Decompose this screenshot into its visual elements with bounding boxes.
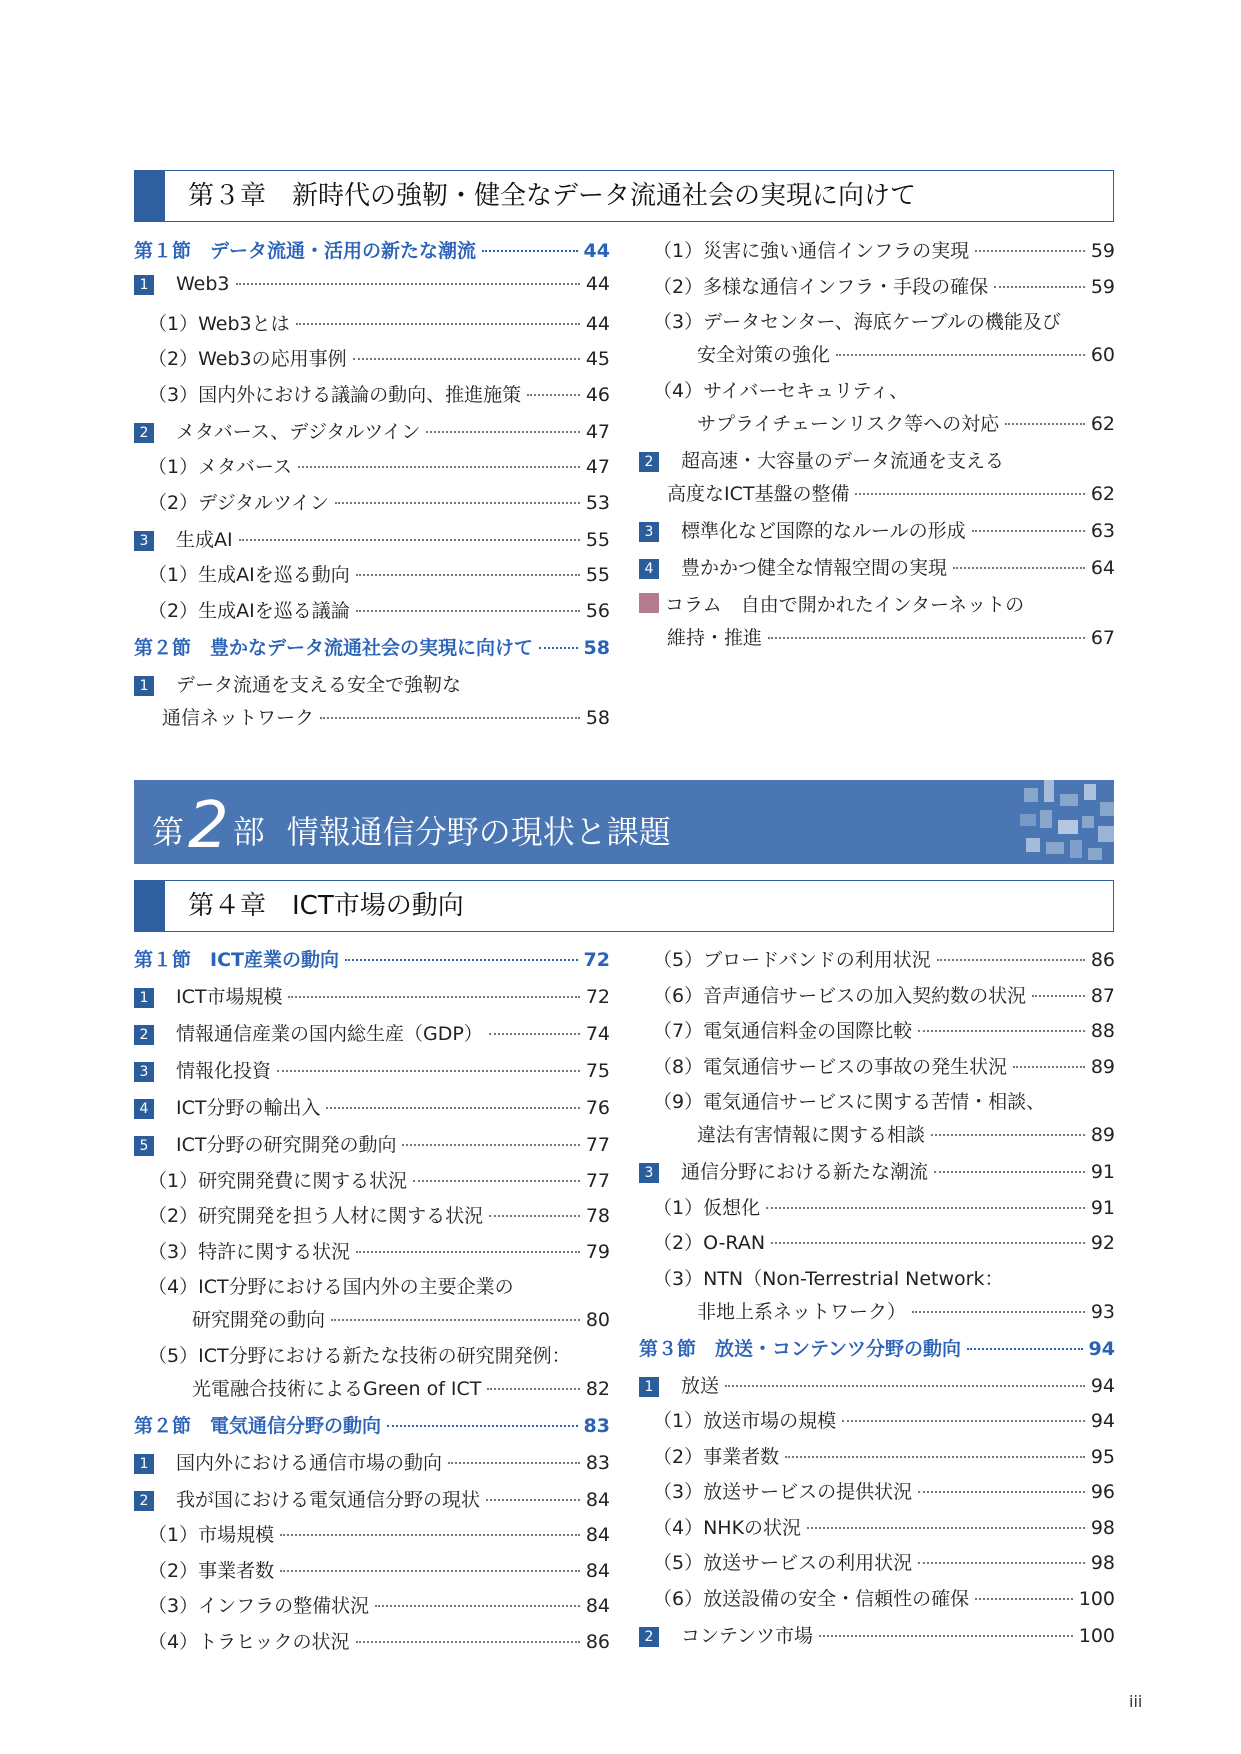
dot-leader — [413, 1180, 580, 1182]
dot-leader — [807, 1527, 1085, 1529]
toc-entry-label: 通信分野における新たな潮流 — [681, 1161, 929, 1183]
part2-banner — [134, 780, 1114, 864]
toc-entry[interactable] — [134, 1305, 610, 1332]
chapter-header-bar — [135, 881, 165, 931]
item-number-badge: 1 — [134, 275, 154, 295]
dot-leader — [918, 1491, 1085, 1493]
toc-page-number: 72 — [585, 986, 610, 1008]
dot-leader — [918, 1030, 1085, 1032]
chapter4-title: 第４章 ICT市場の動向 — [188, 891, 464, 921]
dot-leader — [280, 1570, 580, 1572]
toc-entry[interactable] — [639, 1193, 1115, 1220]
toc-page-number: 98 — [1090, 1552, 1115, 1574]
dot-leader — [356, 1641, 580, 1643]
toc-page-number: 84 — [585, 1559, 610, 1582]
dot-leader — [1032, 995, 1085, 997]
toc-entry-label: （6）放送設備の安全・信頼性の確保 — [653, 1587, 970, 1610]
dot-leader — [994, 286, 1085, 288]
dot-leader — [426, 431, 579, 433]
toc-entry[interactable] — [134, 982, 610, 1009]
toc-entry[interactable] — [639, 376, 1115, 403]
toc-entry[interactable] — [134, 452, 610, 479]
toc-entry-label: 情報通信産業の国内総生産（GDP） — [176, 1023, 483, 1045]
toc-page-number: 77 — [585, 1134, 610, 1156]
item-number-badge: 4 — [639, 559, 659, 579]
dot-leader — [356, 574, 580, 576]
dot-leader — [975, 1598, 1073, 1600]
chapter-header-bar — [135, 171, 165, 221]
toc-entry-label: 第２節 電気通信分野の動向 — [134, 1414, 382, 1437]
toc-entry[interactable] — [134, 703, 610, 730]
toc-entry[interactable] — [639, 623, 1115, 650]
toc-entry-label: （8）電気通信サービスの事故の発生状況 — [653, 1055, 1008, 1078]
page-number: iii — [1129, 1692, 1143, 1711]
dot-leader — [387, 1425, 578, 1427]
toc-entry[interactable] — [134, 344, 610, 371]
toc-entry[interactable] — [134, 670, 610, 697]
toc-entry-label: （2）事業者数 — [148, 1559, 275, 1582]
toc-entry[interactable] — [134, 1201, 610, 1228]
dot-leader — [967, 1348, 1082, 1350]
toc-entry-label: （3）特許に関する状況 — [148, 1240, 351, 1263]
toc-entry-label: （5）ICT分野における新たな技術の研究開発例： — [148, 1344, 571, 1367]
toc-page-number: 93 — [1090, 1300, 1115, 1323]
toc-entry[interactable] — [639, 1513, 1115, 1540]
dot-leader — [1005, 423, 1085, 425]
toc-page-number: 84 — [585, 1488, 610, 1511]
dot-leader — [918, 1562, 1085, 1564]
toc-entry[interactable] — [639, 409, 1115, 436]
toc-entry-label: （3）放送サービスの提供状況 — [653, 1481, 913, 1503]
toc-entry[interactable] — [639, 1548, 1115, 1575]
toc-page-number: 47 — [585, 456, 610, 478]
toc-page-number: 89 — [1090, 1055, 1115, 1078]
dot-leader — [326, 1107, 579, 1109]
dot-leader — [335, 502, 580, 504]
toc-page-number: 78 — [585, 1205, 610, 1227]
toc-entry-label: Web3 — [176, 273, 230, 295]
toc-entry[interactable] — [639, 307, 1115, 334]
dot-leader — [486, 1499, 580, 1501]
toc-page-number: 74 — [585, 1023, 610, 1045]
toc-entry-label: （1）研究開発費に関する状況 — [148, 1169, 408, 1192]
toc-entry-label: （4）トラヒックの状況 — [148, 1630, 350, 1653]
toc-entry[interactable] — [639, 1584, 1115, 1611]
dot-leader — [972, 530, 1085, 532]
toc-page-number: 98 — [1090, 1516, 1115, 1539]
dot-leader — [842, 1420, 1085, 1422]
toc-entry[interactable] — [134, 560, 610, 587]
item-number-badge: 2 — [639, 1627, 659, 1647]
item-number-badge: 1 — [134, 1454, 154, 1474]
toc-section-entry[interactable] — [134, 633, 610, 660]
toc-entry[interactable] — [134, 1627, 610, 1654]
toc-entry[interactable] — [639, 1477, 1115, 1504]
item-number-badge: 5 — [134, 1136, 154, 1156]
dot-leader — [1013, 1066, 1085, 1068]
toc-entry[interactable] — [639, 236, 1115, 263]
toc-entry-label: 通信ネットワーク — [162, 706, 315, 729]
part2-suffix: 部 — [232, 813, 265, 851]
toc-page-number: 45 — [585, 348, 610, 370]
toc-entry-label: （3）インフラの整備状況 — [148, 1595, 370, 1617]
dot-leader — [766, 1207, 1085, 1209]
toc-entry-label: （2）デジタルツイン — [148, 491, 329, 514]
toc-entry[interactable] — [639, 1264, 1115, 1291]
toc-entry[interactable] — [639, 945, 1115, 972]
toc-entry[interactable] — [639, 1120, 1115, 1147]
toc-entry-label: 第１節 データ流通・活用の新たな潮流 — [134, 240, 477, 262]
dot-leader — [912, 1311, 1085, 1313]
dot-leader — [375, 1605, 580, 1607]
toc-entry-label: コラム 自由で開かれたインターネットの — [665, 593, 1025, 616]
toc-section-entry[interactable] — [134, 945, 610, 972]
toc-entry[interactable] — [639, 1228, 1115, 1255]
toc-section-entry[interactable] — [639, 1334, 1115, 1361]
dot-leader — [402, 1144, 579, 1146]
toc-page-number: 44 — [583, 240, 610, 262]
toc-page-number: 46 — [585, 383, 610, 406]
toc-page-number: 58 — [583, 636, 610, 659]
toc-entry[interactable] — [639, 1621, 1115, 1648]
dot-leader — [489, 1215, 580, 1217]
toc-page-number: 55 — [585, 564, 610, 586]
toc-entry-label: サプライチェーンリスク等への対応 — [697, 412, 1000, 435]
dot-leader — [331, 1319, 580, 1321]
toc-entry[interactable] — [134, 1019, 610, 1046]
toc-entry-label: （1）放送市場の規模 — [653, 1410, 837, 1432]
item-number-badge: 1 — [639, 1377, 659, 1397]
toc-entry[interactable] — [639, 272, 1115, 299]
toc-page-number: 44 — [585, 312, 610, 335]
toc-page-number: 59 — [1090, 275, 1115, 298]
toc-entry[interactable] — [134, 1556, 610, 1583]
toc-entry-label: 非地上系ネットワーク） — [697, 1300, 907, 1323]
toc-entry[interactable] — [639, 479, 1115, 506]
toc-entry[interactable] — [134, 1520, 610, 1547]
toc-entry[interactable] — [134, 1485, 610, 1512]
toc-page-number: 87 — [1090, 984, 1115, 1007]
toc-page-number: 58 — [585, 706, 610, 729]
toc-entry-label: （5）放送サービスの利用状況 — [653, 1552, 913, 1574]
toc-entry[interactable] — [639, 516, 1115, 543]
dot-leader — [320, 717, 580, 719]
toc-page-number: 83 — [585, 1451, 610, 1474]
dot-leader — [280, 1534, 580, 1536]
toc-entry[interactable] — [639, 981, 1115, 1008]
toc-page-number: 94 — [1090, 1374, 1115, 1397]
item-number-badge: 2 — [134, 1025, 154, 1045]
toc-entry-label: 維持・推進 — [667, 626, 763, 649]
dot-leader — [296, 323, 580, 325]
toc-entry-label: データ流通を支える安全で強靭な — [176, 673, 462, 696]
toc-page-number: 62 — [1090, 412, 1115, 435]
toc-entry-label: （1）仮想化 — [653, 1196, 761, 1219]
item-number-badge: 2 — [134, 1491, 154, 1511]
toc-entry[interactable] — [639, 1157, 1115, 1184]
toc-page-number: 91 — [1090, 1196, 1115, 1219]
dot-leader — [931, 1134, 1085, 1136]
toc-page-number: 64 — [1090, 556, 1115, 579]
part2-prefix: 第 — [152, 813, 185, 851]
toc-entry[interactable] — [134, 596, 610, 623]
item-number-badge: 2 — [134, 423, 154, 443]
toc-page-number: 53 — [585, 491, 610, 514]
dot-leader — [771, 1242, 1085, 1244]
toc-entry[interactable] — [134, 1341, 610, 1368]
toc-entry[interactable] — [134, 380, 610, 407]
dot-leader — [482, 250, 578, 252]
toc-entry[interactable] — [134, 1056, 610, 1083]
toc-entry-label: 高度なICT基盤の整備 — [667, 482, 850, 505]
item-number-badge: 3 — [639, 522, 659, 542]
part2-number: 2 — [188, 789, 229, 863]
toc-entry-label: メタバース、デジタルツイン — [176, 420, 421, 443]
toc-page-number: 60 — [1090, 344, 1115, 366]
toc-page-number: 95 — [1090, 1445, 1115, 1468]
toc-entry-label: 情報化投資 — [176, 1060, 272, 1082]
toc-entry-label: 我が国における電気通信分野の現状 — [176, 1488, 481, 1511]
toc-entry-label: 標準化など国際的なルールの形成 — [681, 519, 966, 542]
dot-leader — [539, 647, 578, 649]
dot-leader — [855, 493, 1084, 495]
toc-page-number: 86 — [1090, 949, 1115, 971]
toc-entry-label: （1）Web3とは — [148, 312, 290, 335]
toc-entry-label: （4）NHKの状況 — [653, 1516, 802, 1539]
item-number-badge: 1 — [134, 676, 154, 696]
toc-entry[interactable] — [134, 1130, 610, 1157]
toc-entry-label: （7）電気通信料金の国際比較 — [653, 1020, 913, 1042]
toc-page-number: 63 — [1090, 519, 1115, 542]
dot-leader — [239, 539, 580, 541]
toc-entry-label: ICT分野の輸出入 — [176, 1097, 321, 1119]
toc-entry-label: 研究開発の動向 — [192, 1309, 326, 1331]
dot-leader — [527, 394, 580, 396]
toc-entry[interactable] — [134, 488, 610, 515]
part2-heading — [152, 780, 671, 864]
toc-entry-label: （6）音声通信サービスの加入契約数の状況 — [653, 984, 1027, 1007]
toc-entry-label: ICT市場規模 — [176, 986, 283, 1008]
dot-leader — [353, 358, 580, 360]
toc-entry-label: （2）研究開発を担う人材に関する状況 — [148, 1205, 484, 1227]
dot-leader — [448, 1462, 580, 1464]
dot-leader — [937, 959, 1085, 961]
toc-entry[interactable] — [134, 1166, 610, 1193]
toc-page-number: 96 — [1090, 1481, 1115, 1503]
dot-leader — [356, 1251, 580, 1253]
toc-page-number: 80 — [585, 1309, 610, 1331]
toc-entry-label: （4）ICT分野における国内外の主要企業の — [148, 1276, 514, 1298]
chapter4-header — [134, 880, 1114, 932]
toc-entry-label: 豊かかつ健全な情報空間の実現 — [681, 556, 948, 579]
dot-leader — [277, 1070, 580, 1072]
toc-page-number: 79 — [585, 1240, 610, 1263]
toc-page-number: 77 — [585, 1169, 610, 1192]
toc-entry-label: （3）データセンター、海底ケーブルの機能及び — [653, 311, 1061, 333]
toc-page-number: 55 — [585, 528, 610, 551]
toc-page-number: 72 — [583, 949, 610, 971]
dot-leader — [975, 250, 1085, 252]
dot-leader — [288, 996, 579, 998]
toc-entry-label: 第３節 放送・コンテンツ分野の動向 — [639, 1337, 962, 1360]
dot-leader — [298, 466, 580, 468]
toc-entry[interactable] — [134, 1093, 610, 1120]
toc-entry-label: 第１節 ICT産業の動向 — [134, 949, 339, 971]
toc-page-number: 92 — [1090, 1232, 1115, 1254]
toc-entry[interactable] — [639, 1052, 1115, 1079]
toc-entry[interactable] — [134, 1237, 610, 1264]
toc-entry[interactable] — [639, 1297, 1115, 1324]
chapter3-title: 第３章 新時代の強靭・健全なデータ流通社会の実現に向けて — [188, 181, 917, 211]
toc-entry-label: （1）災害に強い通信インフラの実現 — [653, 240, 970, 262]
toc-entry[interactable] — [639, 590, 1115, 617]
dot-leader — [236, 283, 580, 285]
toc-page-number: 84 — [585, 1524, 610, 1546]
toc-entry-label: 国内外における通信市場の動向 — [176, 1451, 443, 1474]
toc-page-number: 76 — [585, 1097, 610, 1119]
dot-leader — [819, 1635, 1073, 1637]
toc-entry-label: （2）生成AIを巡る議論 — [148, 599, 350, 622]
toc-page-number: 94 — [1088, 1337, 1115, 1360]
toc-entry-label: 光電融合技術によるGreen of ICT — [192, 1377, 482, 1400]
toc-entry-label: （4）サイバーセキュリティ、 — [653, 379, 909, 402]
toc-entry[interactable] — [134, 1591, 610, 1618]
toc-entry[interactable] — [134, 309, 610, 336]
item-number-badge: 3 — [639, 1163, 659, 1183]
banner-mosaic-decoration — [1014, 780, 1114, 864]
dot-leader — [725, 1385, 1085, 1387]
toc-page-number: 100 — [1078, 1624, 1115, 1647]
toc-page-number: 94 — [1090, 1410, 1115, 1432]
toc-page-number: 62 — [1090, 482, 1115, 505]
toc-entry[interactable] — [639, 1016, 1115, 1043]
toc-page-number: 83 — [583, 1414, 610, 1437]
toc-page-number: 75 — [585, 1060, 610, 1082]
toc-entry-label: （3）国内外における議論の動向、推進施策 — [148, 383, 522, 406]
toc-section-entry[interactable] — [134, 236, 610, 263]
toc-entry-label: 生成AI — [176, 528, 233, 551]
toc-entry-label: 超高速・大容量のデータ流通を支える — [681, 449, 1005, 472]
dot-leader — [934, 1171, 1085, 1173]
toc-page-number: 84 — [585, 1595, 610, 1617]
toc-entry-label: （9）電気通信サービスに関する苦情・相談、 — [653, 1091, 1046, 1113]
toc-entry-label: 第２節 豊かなデータ流通社会の実現に向けて — [134, 636, 534, 659]
toc-entry[interactable] — [134, 1374, 610, 1401]
toc-entry[interactable] — [134, 1272, 610, 1299]
toc-entry-label: （2）O-RAN — [653, 1232, 766, 1254]
toc-page-number: 59 — [1090, 240, 1115, 262]
item-number-badge: 1 — [134, 988, 154, 1008]
toc-entry-label: ICT分野の研究開発の動向 — [176, 1134, 397, 1156]
item-number-badge: 3 — [134, 531, 154, 551]
dot-leader — [356, 610, 580, 612]
dot-leader — [487, 1388, 579, 1390]
toc-section-entry[interactable] — [134, 1411, 610, 1438]
dot-leader — [785, 1456, 1085, 1458]
toc-entry-label: （1）生成AIを巡る動向 — [148, 564, 350, 586]
toc-entry[interactable] — [639, 1442, 1115, 1469]
toc-page-number: 89 — [1090, 1124, 1115, 1146]
toc-page-number: 86 — [585, 1630, 610, 1653]
column-marker-icon — [639, 593, 659, 613]
toc-entry[interactable] — [134, 273, 610, 296]
dot-leader — [836, 354, 1085, 356]
toc-entry[interactable] — [639, 1087, 1115, 1114]
toc-page-number: 67 — [1090, 626, 1115, 649]
dot-leader — [489, 1033, 580, 1035]
dot-leader — [953, 567, 1085, 569]
toc-entry-label: 安全対策の強化 — [697, 344, 831, 366]
item-number-badge: 2 — [639, 452, 659, 472]
toc-entry-label: （1）メタバース — [148, 456, 292, 478]
toc-entry[interactable] — [639, 446, 1115, 473]
toc-page-number: 88 — [1090, 1020, 1115, 1042]
toc-entry[interactable] — [134, 525, 610, 552]
toc-entry-label: 違法有害情報に関する相談 — [697, 1124, 926, 1146]
toc-entry-label: （2）事業者数 — [653, 1445, 780, 1468]
toc-page-number: 56 — [585, 599, 610, 622]
toc-entry[interactable] — [639, 1371, 1115, 1398]
toc-page-number: 100 — [1078, 1587, 1115, 1610]
toc-entry-label: コンテンツ市場 — [681, 1624, 814, 1647]
dot-leader — [345, 959, 578, 961]
toc-entry-label: （2）Web3の応用事例 — [148, 348, 347, 370]
toc-page-number: 82 — [585, 1377, 610, 1400]
toc-entry-label: 放送 — [681, 1374, 720, 1397]
toc-entry-label: （5）ブロードバンドの利用状況 — [653, 949, 931, 971]
toc-entry[interactable] — [639, 553, 1115, 580]
toc-entry[interactable] — [134, 1448, 610, 1475]
toc-entry[interactable] — [639, 1406, 1115, 1433]
chapter3-header — [134, 170, 1114, 222]
item-number-badge: 4 — [134, 1099, 154, 1119]
dot-leader — [768, 637, 1085, 639]
toc-entry-label: （2）多様な通信インフラ・手段の確保 — [653, 275, 989, 298]
item-number-badge: 3 — [134, 1062, 154, 1082]
toc-entry-label: （3）NTN（Non-Terrestrial Network： — [653, 1267, 1004, 1290]
toc-page-number: 47 — [585, 420, 610, 443]
toc-page-number: 44 — [585, 273, 610, 295]
toc-page-number: 91 — [1090, 1161, 1115, 1183]
part2-title: 情報通信分野の現状と課題 — [286, 813, 671, 851]
toc-entry-label: （1）市場規模 — [148, 1524, 275, 1546]
toc-entry[interactable] — [639, 340, 1115, 367]
toc-entry[interactable] — [134, 417, 610, 444]
